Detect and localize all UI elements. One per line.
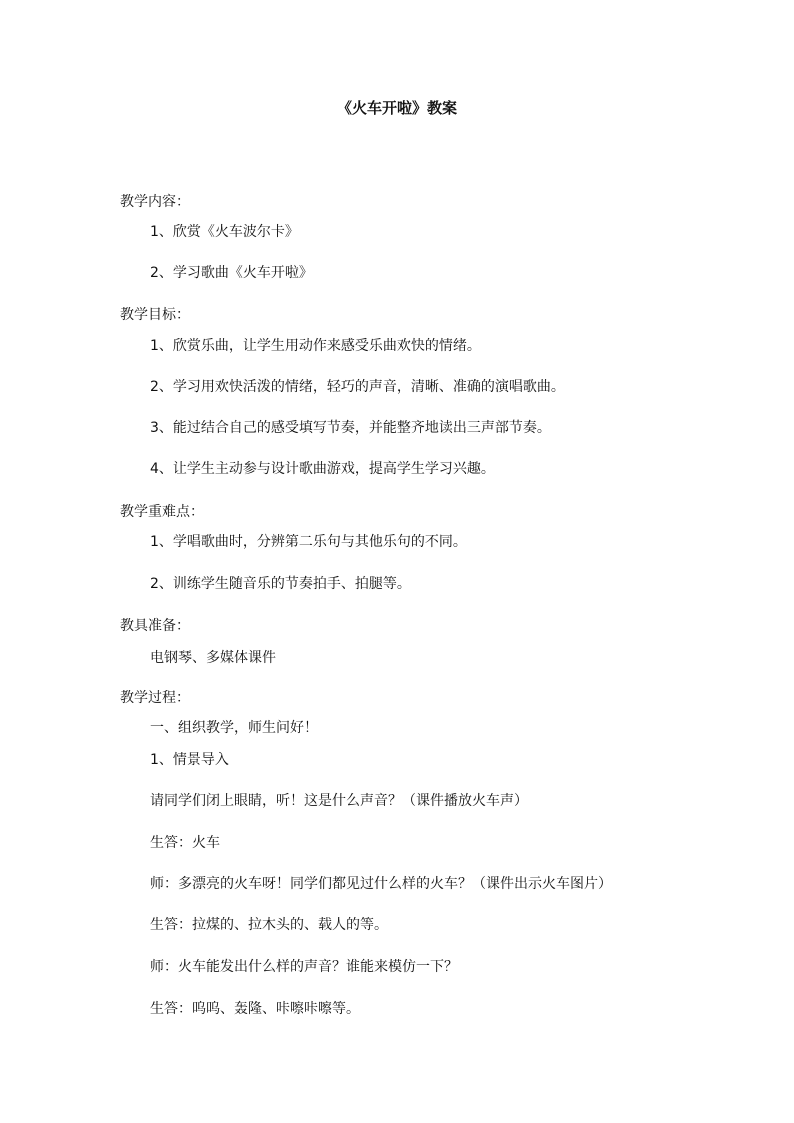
goal-item: 4、让学生主动参与设计歌曲游戏，提高学生学习兴趣。 bbox=[150, 461, 495, 477]
section-heading-process: 教学过程： bbox=[120, 690, 190, 706]
process-item: 生答：火车 bbox=[150, 835, 220, 851]
section-heading-key-points: 教学重难点： bbox=[120, 504, 204, 520]
process-item: 生答：拉煤的、拉木头的、载人的等。 bbox=[150, 917, 388, 933]
goal-item: 1、欣赏乐曲，让学生用动作来感受乐曲欢快的情绪。 bbox=[150, 338, 481, 354]
process-item: 请同学们闭上眼睛，听！这是什么声音？（课件播放火车声） bbox=[150, 793, 528, 809]
goal-item: 2、学习用欢快活泼的情绪，轻巧的声音，清晰、准确的演唱歌曲。 bbox=[150, 379, 565, 395]
content-item: 2、学习歌曲《火车开啦》 bbox=[150, 265, 313, 281]
process-item: 师：火车能发出什么样的声音？谁能来模仿一下？ bbox=[150, 959, 458, 975]
section-heading-goals: 教学目标： bbox=[120, 307, 190, 323]
key-point-item: 1、学唱歌曲时，分辨第二乐句与其他乐句的不同。 bbox=[150, 534, 467, 550]
content-item: 1、欣赏《火车波尔卡》 bbox=[150, 224, 299, 240]
goal-item: 3、能过结合自己的感受填写节奏，并能整齐地读出三声部节奏。 bbox=[150, 420, 551, 436]
process-item: 师：多漂亮的火车呀！同学们都见过什么样的火车？（课件出示火车图片） bbox=[150, 876, 612, 892]
key-point-item: 2、训练学生随音乐的节奏拍手、拍腿等。 bbox=[150, 576, 411, 592]
materials-item: 电钢琴、多媒体课件 bbox=[150, 650, 276, 666]
process-item: 生答：呜呜、轰隆、咔嚓咔嚓等。 bbox=[150, 1001, 360, 1017]
section-heading-content: 教学内容： bbox=[120, 194, 190, 210]
document-title: 《火车开啦》教案 bbox=[336, 99, 457, 117]
process-item: 1、情景导入 bbox=[150, 752, 229, 768]
section-heading-materials: 教具准备： bbox=[120, 618, 190, 634]
process-item: 一、组织教学，师生问好！ bbox=[150, 720, 318, 736]
